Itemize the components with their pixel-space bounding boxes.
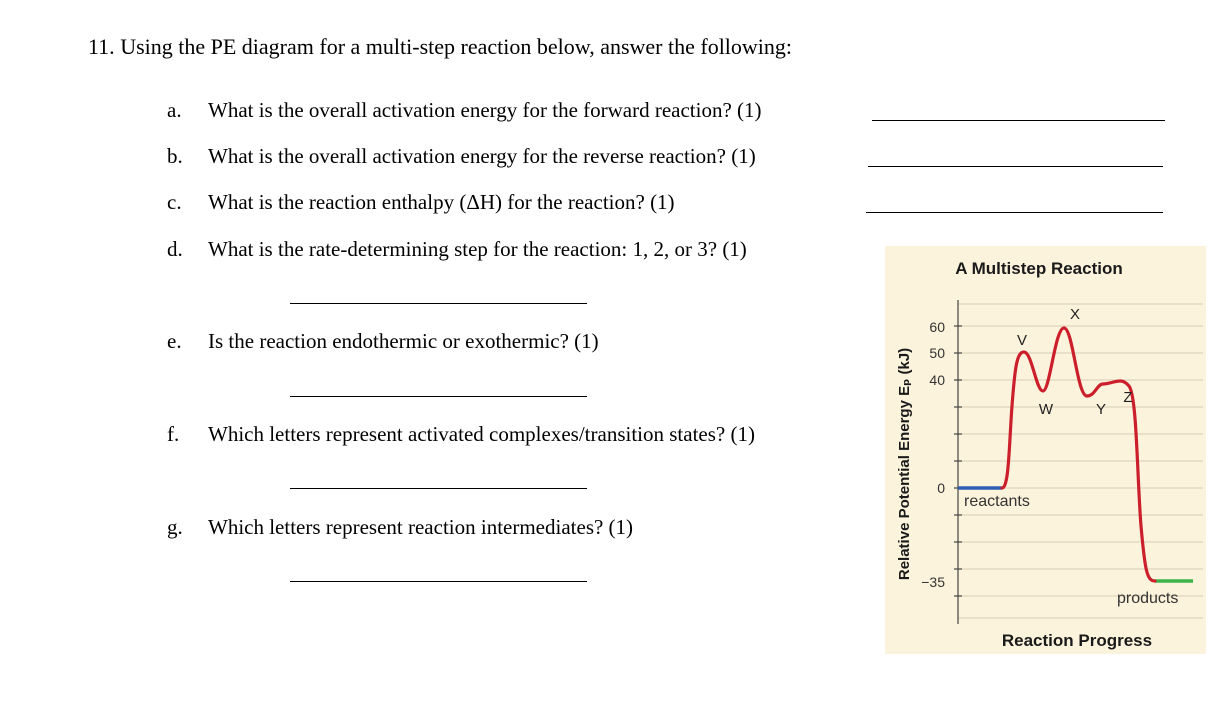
- part-f-answer-line[interactable]: [290, 488, 587, 489]
- x-axis-label: Reaction Progress: [1001, 631, 1153, 650]
- reactants-label: reactants: [964, 493, 1030, 510]
- pe-diagram-figure: [885, 246, 1206, 654]
- part-f-letter: f.: [167, 422, 180, 446]
- part-e-question: Is the reaction endothermic or exothermic? (1): [208, 329, 599, 353]
- diagram-title: A Multistep Reaction: [955, 259, 1123, 278]
- point-label-z: Z: [1123, 389, 1133, 406]
- part-g-question: Which letters represent reaction intermediates? (1): [208, 515, 634, 539]
- y-tick-minus-35: −35: [921, 574, 945, 590]
- point-label-x: X: [1069, 306, 1081, 323]
- y-tick-60: 60: [929, 319, 945, 335]
- part-g-letter: g.: [167, 515, 183, 539]
- part-c-question: What is the reaction enthalpy (ΔH) for the reaction? (1): [208, 190, 675, 214]
- point-label-v: V: [1016, 332, 1028, 349]
- part-d-question: What is the rate-determining step for the reaction: 1, 2, or 3? (1): [208, 237, 747, 261]
- part-c-answer-line[interactable]: [866, 212, 1163, 213]
- part-b-question: What is the overall activation energy for the reverse reaction? (1): [208, 144, 756, 168]
- pe-diagram-svg: [885, 246, 1206, 654]
- energy-curve: [1002, 328, 1155, 581]
- y-tick-0: 0: [937, 480, 945, 496]
- point-label-w: W: [1038, 401, 1054, 418]
- y-tick-40: 40: [929, 372, 945, 388]
- y-axis-label: Relative Potential Energy Eₚ (kJ): [896, 347, 913, 581]
- part-a-letter: a.: [167, 98, 182, 122]
- products-label: products: [1117, 590, 1179, 607]
- question-title-text: Using the PE diagram for a multi-step reaction below, answer the following:: [120, 34, 793, 59]
- part-e-letter: e.: [167, 329, 182, 353]
- y-tick-50: 50: [929, 345, 945, 361]
- part-g-answer-line[interactable]: [290, 581, 587, 582]
- part-e-answer-line[interactable]: [290, 396, 587, 397]
- grid-lines: [958, 304, 1203, 618]
- part-d-answer-line[interactable]: [290, 303, 587, 304]
- part-a-question: What is the overall activation energy for the forward reaction? (1): [208, 98, 762, 122]
- part-d-letter: d.: [167, 237, 183, 261]
- part-b-answer-line[interactable]: [868, 166, 1163, 167]
- part-c-letter: c.: [167, 190, 182, 214]
- point-label-y: Y: [1095, 401, 1107, 418]
- part-a-answer-line[interactable]: [872, 120, 1165, 121]
- question-number: 11.: [88, 34, 115, 59]
- part-b-letter: b.: [167, 144, 183, 168]
- part-f-question: Which letters represent activated complexes/transition states? (1): [208, 422, 755, 446]
- question-title: [88, 34, 792, 60]
